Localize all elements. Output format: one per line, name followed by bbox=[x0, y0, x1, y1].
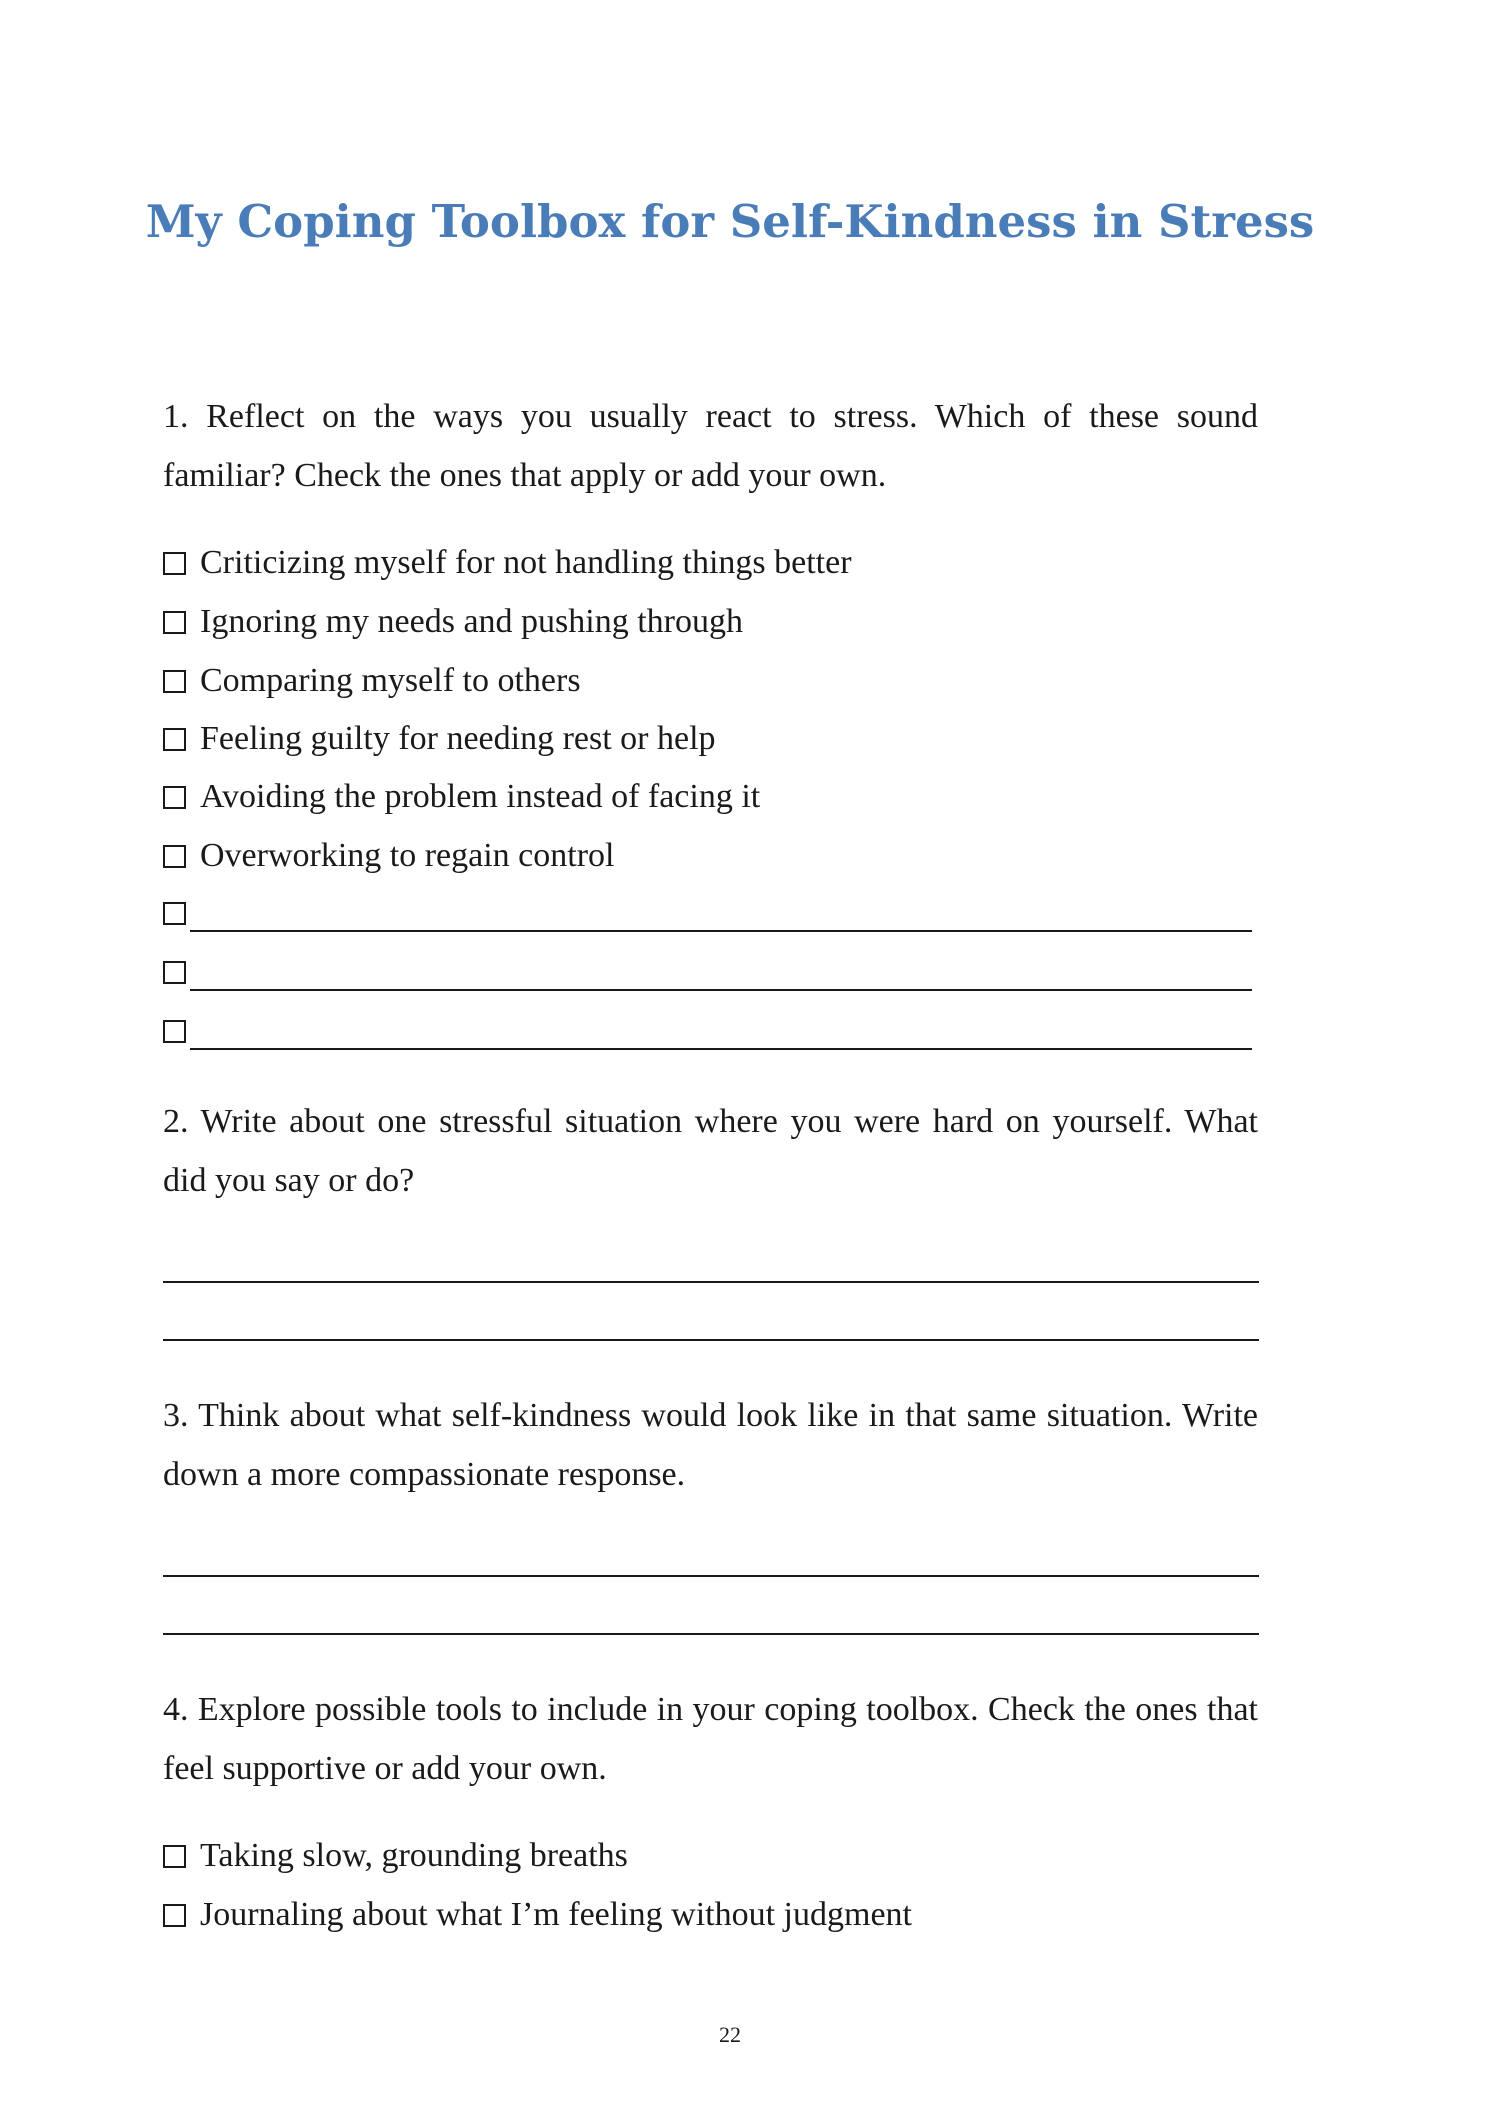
checklist-item[interactable] bbox=[163, 1894, 912, 1936]
checklist-item[interactable] bbox=[163, 542, 852, 584]
checkbox[interactable] bbox=[163, 552, 186, 575]
checkbox[interactable] bbox=[163, 670, 186, 693]
checkbox[interactable] bbox=[163, 902, 186, 925]
question-4-prompt: 4. Explore possible tools to include in your coping toolbox. Check the ones that feel supportive or add your own. bbox=[163, 1691, 1258, 1787]
checklist-item-label: Comparing myself to others bbox=[200, 662, 581, 699]
question-3-prompt: 3. Think about what self-kindness would look like in that same situation. Write down a more compassionate response. bbox=[163, 1397, 1258, 1493]
checklist-item[interactable] bbox=[163, 776, 760, 818]
checkbox[interactable] bbox=[163, 786, 186, 809]
write-in-line[interactable] bbox=[190, 1026, 1252, 1050]
checkbox[interactable] bbox=[163, 728, 186, 751]
answer-line[interactable] bbox=[163, 1633, 1259, 1635]
checklist-item-blank[interactable] bbox=[163, 892, 1252, 934]
answer-line[interactable] bbox=[163, 1339, 1259, 1341]
checkbox[interactable] bbox=[163, 611, 186, 634]
checkbox[interactable] bbox=[163, 1845, 186, 1868]
checklist-item-blank[interactable] bbox=[163, 951, 1252, 993]
checklist-item-label: Journaling about what I’m feeling without judgment bbox=[200, 1896, 912, 1933]
page-title: My Coping Toolbox for Self-Kindness in Stress bbox=[145, 195, 1315, 248]
checklist-item-blank[interactable] bbox=[163, 1010, 1252, 1052]
checklist-item[interactable] bbox=[163, 660, 581, 702]
checkbox[interactable] bbox=[163, 961, 186, 984]
checklist-item-label: Taking slow, grounding breaths bbox=[200, 1837, 628, 1874]
checklist-item[interactable] bbox=[163, 835, 615, 877]
checklist-item-label: Criticizing myself for not handling things better bbox=[200, 544, 852, 581]
answer-line[interactable] bbox=[163, 1281, 1259, 1283]
checkbox[interactable] bbox=[163, 1020, 186, 1043]
checklist-item-label: Overworking to regain control bbox=[200, 837, 615, 874]
question-2-prompt: 2. Write about one stressful situation where you were hard on yourself. What did you say or do? bbox=[163, 1103, 1258, 1199]
checklist-item-label: Avoiding the problem instead of facing it bbox=[200, 778, 761, 815]
checklist-item[interactable] bbox=[163, 718, 716, 760]
checklist-item[interactable] bbox=[163, 1835, 628, 1877]
write-in-line[interactable] bbox=[190, 908, 1252, 932]
page-number: 22 bbox=[719, 2022, 741, 2047]
question-1-prompt: 1. Reflect on the ways you usually react to stress. Which of these sound familiar? Check the ones that apply or add your own. bbox=[163, 398, 1258, 494]
checkbox[interactable] bbox=[163, 1904, 186, 1927]
answer-line[interactable] bbox=[163, 1575, 1259, 1577]
checkbox[interactable] bbox=[163, 845, 186, 868]
write-in-line[interactable] bbox=[190, 967, 1252, 991]
checklist-item[interactable] bbox=[163, 601, 743, 643]
checklist-item-label: Ignoring my needs and pushing through bbox=[200, 603, 743, 640]
checklist-item-label: Feeling guilty for needing rest or help bbox=[200, 720, 716, 757]
